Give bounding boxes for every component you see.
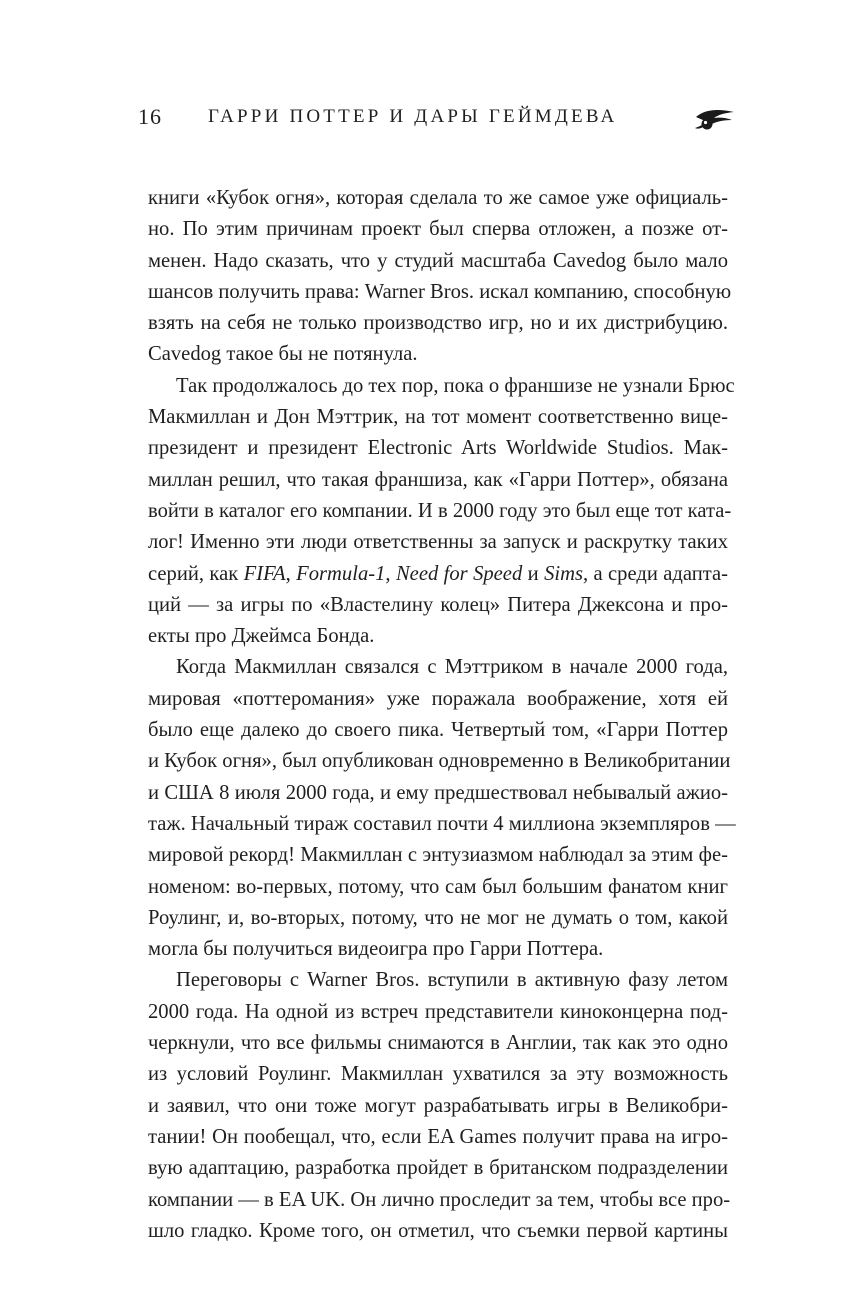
body-text (148, 183, 736, 1247)
text-line: и США 8 июля 2000 года, и ему предшествовал небывалый ажио- (148, 781, 728, 804)
text-line: но. По этим причинам проект был сперва отложен, а позже от- (148, 218, 728, 241)
text-line: и Кубок огня», был опубликован одновременно в Великобритании (148, 750, 731, 773)
italic-title: Need for Speed (395, 562, 523, 585)
text-line: Переговоры с Warner Bros. вступили в активную фазу летом (176, 969, 728, 992)
text-line: лог! Именно эти люди ответственны за запуск и раскрутку таких (148, 531, 728, 554)
text-line: Макмиллан и Дон Мэттрик, на тот момент соответственно вице- (148, 406, 728, 429)
text-line: могла бы получиться видеоигра про Гарри Поттера. (148, 938, 604, 961)
text-line: и заявил, что они тоже могут разрабатывать игры в Великобри- (148, 1094, 728, 1117)
text-line: мировой рекорд! Макмиллан с энтузиазмом наблюдал за этим фе- (148, 844, 728, 867)
text-line-with-italics: серий, как FIFA, Formula-1, Need for Speed и Sims, а среди адапта- (148, 562, 728, 585)
italic-title: FIFA (243, 562, 286, 585)
paragraph-3 (148, 652, 736, 965)
text-line: шло гладко. Кроме того, он отметил, что съемки первой картины (148, 1219, 728, 1242)
text-line: мировая «поттеромания» уже поражала воображение, хотя ей (148, 687, 728, 710)
paragraph-1 (148, 183, 732, 371)
text-line: миллан решил, что такая франшиза, как «Гарри Поттер», обязана (148, 468, 728, 491)
text-line: взять на себя не только производство игр, но и их дистрибуцию. (148, 312, 728, 335)
text-line: из условий Роулинг. Макмиллан ухватился за эту возможность (148, 1063, 728, 1086)
text-line: Cavedog такое бы не потянула. (148, 343, 418, 366)
text-line: екты про Джеймса Бонда. (148, 625, 375, 648)
golden-snitch-icon (694, 106, 736, 132)
running-title: ГАРРИ ПОТТЕР И ДАРЫ ГЕЙМДЕВА (208, 106, 618, 127)
text-line: менен. Надо сказать, что у студий масштаба Cavedog было мало (148, 249, 728, 272)
text-line: таж. Начальный тираж составил почти 4 миллиона экземпляров — (148, 812, 736, 835)
paragraph-4 (148, 965, 731, 1247)
text-line: войти в каталог его компании. И в 2000 году это был еще тот ката- (148, 499, 732, 522)
text-line: президент и президент Electronic Arts Worldwide Studios. Мак- (148, 437, 728, 460)
text-line: Роулинг, и, во-вторых, потому, что не мог не думать о том, какой (148, 906, 728, 929)
text-line: Так продолжалось до тех пор, пока о франшизе не узнали Брюс (176, 374, 735, 397)
text-line: черкнули, что все фильмы снимаются в Англии, так как это одно (148, 1032, 728, 1055)
text-line: номеном: во-первых, потому, что сам был большим фанатом книг (148, 875, 728, 898)
text-line: вую адаптацию, разработка пройдет в британском подразделении (148, 1157, 728, 1180)
text-line: было еще далеко до своего пика. Четвертый том, «Гарри Поттер (148, 719, 728, 742)
running-head (138, 104, 738, 136)
text-line: тании! Он пообещал, что, если EA Games получит права на игро- (148, 1125, 728, 1148)
paragraph-2 (148, 371, 735, 653)
italic-title: Sims (544, 562, 583, 585)
text-line: 2000 года. На одной из встреч представители киноконцерна под- (148, 1000, 728, 1023)
text-line: ций — за игры по «Властелину колец» Питера Джексона и про- (148, 593, 728, 616)
text-line: Когда Макмиллан связался с Мэттриком в начале 2000 года, (176, 656, 728, 679)
text-line: книги «Кубок огня», которая сделала то же самое уже официаль- (148, 187, 728, 209)
page-number: 16 (138, 104, 162, 129)
italic-title: Formula-1 (296, 562, 386, 585)
text-line: шансов получить права: Warner Bros. искал компанию, способную (148, 280, 732, 303)
text-line: компании — в EA UK. Он лично проследит за тем, чтобы все про- (148, 1188, 731, 1211)
